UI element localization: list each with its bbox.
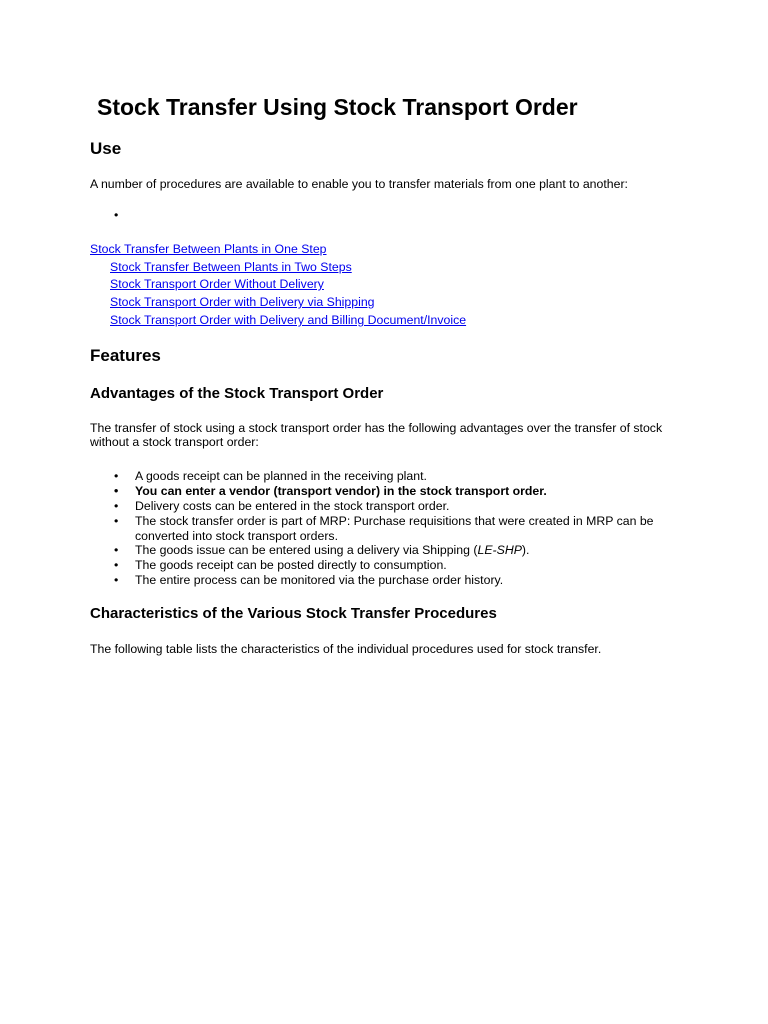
page-title: Stock Transfer Using Stock Transport Order <box>97 94 578 120</box>
list-item: The stock transfer order is part of MRP: Purchase requisitions that were created in MRP can be <box>135 514 654 528</box>
use-intro: A number of procedures are available to enable you to transfer materials from one plant to another: <box>90 177 628 191</box>
list-bullet: • <box>114 469 119 483</box>
characteristics-heading: Characteristics of the Various Stock Transfer Procedures <box>90 605 497 622</box>
list-item: Delivery costs can be entered in the stock transport order. <box>135 499 450 513</box>
list-item-continuation: converted into stock transport orders. <box>135 529 338 543</box>
use-heading: Use <box>90 139 122 158</box>
list-item-text-end: ). <box>521 543 530 557</box>
list-bullet: • <box>114 573 119 587</box>
link-one-step-transfer[interactable]: Stock Transfer Between Plants in One Step <box>90 242 327 256</box>
component-code: LE-SHP <box>477 543 522 557</box>
list-bullet: • <box>114 484 119 498</box>
link-two-step-transfer[interactable]: Stock Transfer Between Plants in Two Steps <box>110 260 352 274</box>
list-bullet: • <box>114 514 119 528</box>
link-sto-delivery-billing[interactable]: Stock Transport Order with Delivery and Billing Document/Invoice <box>110 313 467 327</box>
link-sto-without-delivery[interactable]: Stock Transport Order Without Delivery <box>110 277 324 291</box>
advantages-intro-line2: without a stock transport order: <box>90 435 259 449</box>
list-bullet: • <box>114 499 119 513</box>
list-item: You can enter a vendor (transport vendor) in the stock transport order. <box>135 484 547 498</box>
link-sto-delivery-shipping[interactable]: Stock Transport Order with Delivery via Shipping <box>110 295 375 309</box>
advantages-intro-line1: The transfer of stock using a stock transport order has the following advantages over the transfer of stock <box>90 421 663 435</box>
list-bullet: • <box>114 558 119 572</box>
advantages-heading: Advantages of the Stock Transport Order <box>90 385 384 402</box>
features-heading: Features <box>90 346 161 365</box>
list-item-text: The goods issue can be entered using a delivery via Shipping ( <box>135 543 478 557</box>
list-item: The goods receipt can be posted directly to consumption. <box>135 558 447 572</box>
characteristics-intro: The following table lists the characteristics of the individual procedures used for stock transfer. <box>90 642 602 656</box>
list-item: A goods receipt can be planned in the receiving plant. <box>135 469 427 483</box>
list-bullet: • <box>114 543 119 557</box>
list-item <box>135 543 529 558</box>
empty-bullet: • <box>114 208 119 222</box>
list-item: The entire process can be monitored via the purchase order history. <box>135 573 504 587</box>
